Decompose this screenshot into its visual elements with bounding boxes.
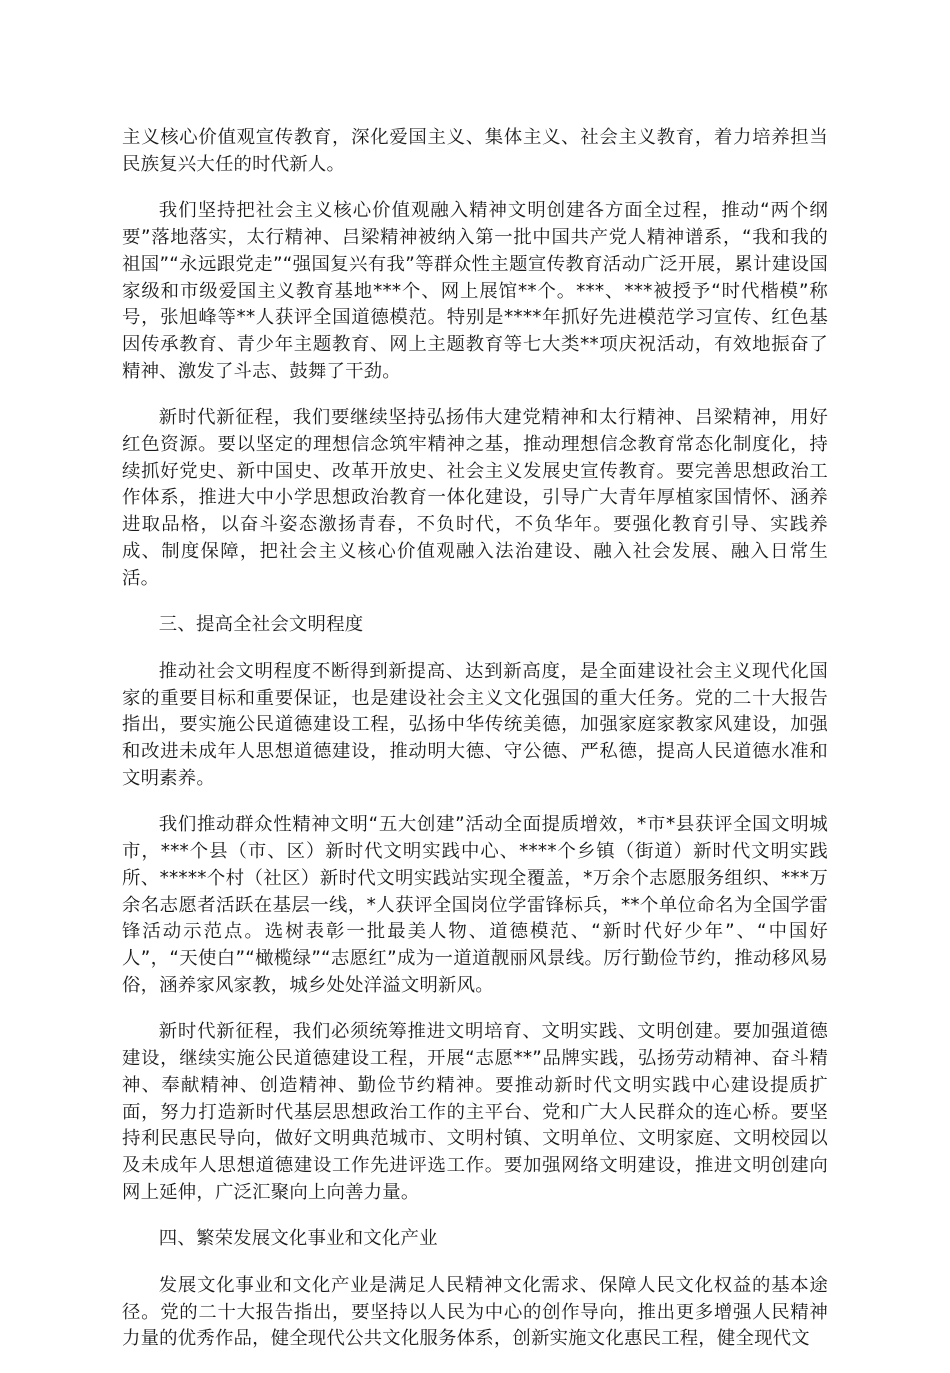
paragraph-culture-industry: 发展文化事业和文化产业是满足人民精神文化需求、保障人民文化权益的基本途径。党的二十大报告指出，要坚持以人民为中心的创作导向，推出更多增强人民精神力量的优秀作品，健全现代公共文化服务体系，创新实施文化惠民工程，健全现代文	[122, 1275, 828, 1350]
document-page	[122, 125, 828, 1373]
paragraph-social-civility: 推动社会文明程度不断得到新提高、达到新高度，是全面建设社会主义现代化国家的重要目标和重要保证，也是建设社会主义文化强国的重大任务。党的二十大报告指出，要实施公民道德建设工程，弘扬中华传统美德，加强家庭家教家风建设，加强和改进未成年人思想道德建设，推动明大德、守公德、严私德，提高人民道德水准和文明素养。	[122, 660, 828, 789]
paragraph-core-values-achievements: 我们坚持把社会主义核心价值观融入精神文明创建各方面全过程，推动“两个纲要”落地落实，太行精神、吕梁精神被纳入第一批中国共产党人精神谱系，“我和我的祖国”“永远跟党走”“强国复兴有我”等群众性主题宣传教育活动广泛开展，累计建设国家级和市级爱国主义教育基地***个、网上展馆**个。***、***被授予“时代楷模”称号，张旭峰等**人获评全国道德模范。特别是****年抓好先进模范学习宣传、红色基因传承教育、青少年主题教育、网上主题教育等七大类**项庆祝活动，有效地振奋了精神、激发了斗志、鼓舞了干劲。	[122, 200, 828, 382]
paragraph-continued: 主义核心价值观宣传教育，深化爱国主义、集体主义、社会主义教育，着力培养担当民族复兴大任的时代新人。	[122, 127, 828, 175]
paragraph-new-era-spirit: 新时代新征程，我们要继续坚持弘扬伟大建党精神和太行精神、吕梁精神，用好红色资源。要以坚定的理想信念筑牢精神之基，推动理想信念教育常态化制度化，持续抓好党史、新中国史、改革开放史、社会主义发展史宣传教育。要完善思想政治工作体系，推进大中小学思想政治教育一体化建设，引导广大青年厚植家国情怀、涵养进取品格，以奋斗姿态激扬青春，不负时代，不负华年。要强化教育引导、实践养成、制度保障，把社会主义核心价值观融入法治建设、融入社会发展、融入日常生活。	[122, 407, 828, 589]
paragraph-five-creations: 我们推动群众性精神文明“五大创建”活动全面提质增效，*市*县获评全国文明城市，***个县（市、区）新时代文明实践中心、****个乡镇（街道）新时代文明实践所、*****个村（社区）新时代文明实践站实现全覆盖，*万余个志愿服务组织、***万余名志愿者活跃在基层一线，*人获评全国岗位学雷锋标兵，**个单位命名为全国学雷锋活动示范点。选树表彰一批最美人物、道德模范、“新时代好少年”、“中国好人”，“天使白”“橄榄绿”“志愿红”成为一道道靓丽风景线。厉行勤俭节约，推动移风易俗，涵养家风家教，城乡处处洋溢文明新风。	[122, 814, 828, 996]
paragraph-civilization-practice: 新时代新征程，我们必须统筹推进文明培育、文明实践、文明创建。要加强道德建设，继续实施公民道德建设工程，开展“志愿**”品牌实践，弘扬劳动精神、奋斗精神、奉献精神、创造精神、勤俭节约精神。要推动新时代文明实践中心建设提质扩面，努力打造新时代基层思想政治工作的主平台、党和广大人民群众的连心桥。要坚持利民惠民导向，做好文明典范城市、文明村镇、文明单位、文明家庭、文明校园以及未成年人思想道德建设工作先进评选工作。要加强网络文明建设，推进文明创建向网上延伸，广泛汇聚向上向善力量。	[122, 1021, 828, 1203]
section-heading-3: 三、提高全社会文明程度	[158, 614, 364, 636]
section-heading-4: 四、繁荣发展文化事业和文化产业	[158, 1228, 438, 1250]
